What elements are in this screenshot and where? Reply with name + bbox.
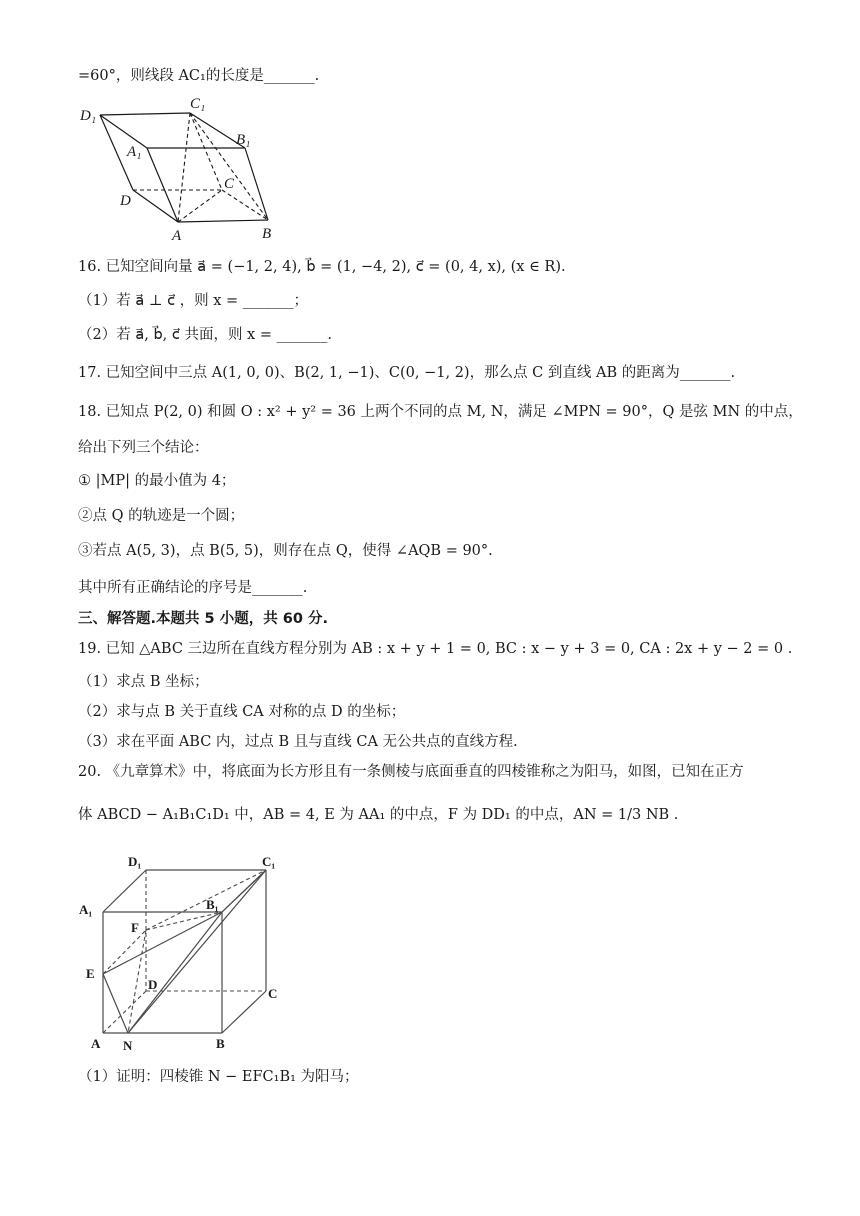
q20-stem: 20. 《九章算术》中，将底面为长方形且有一条侧棱与底面垂直的四棱锥称之为阳马，如图，已知在正方 xyxy=(78,764,744,780)
label-D1: D₁ xyxy=(80,108,97,124)
label-B: B xyxy=(262,226,272,242)
label-E: E xyxy=(86,966,95,981)
q19-stem: 19. 已知 △ABC 三边所在直线方程分别为 AB : x + y + 1 = 0, BC : x − y + 3 = 0, CA : 2x + y − 2 = 0 . xyxy=(78,641,793,657)
label-B1: B₁ xyxy=(206,897,219,912)
q16-stem: 16. 已知空间向量 a⃗ = (−1, 2, 4), b⃗ = (1, −4, 2), c⃗ = (0, 4, x), (x ∈ R). xyxy=(78,259,566,275)
q19-part2: （2）求与点 B 关于直线 CA 对称的点 D 的坐标； xyxy=(78,704,406,720)
q20-part1: （1）证明：四棱锥 N − EFC₁B₁ 为阳马； xyxy=(78,1069,359,1085)
q19-part3: （3）求在平面 ABC 内，过点 B 且与直线 CA 无公共点的直线方程. xyxy=(78,734,518,750)
q18-stem: 18. 已知点 P(2, 0) 和圆 O : x² + y² = 36 上两个不同的点 M, N，满足 ∠MPN = 90°，Q 是弦 MN 的中点， xyxy=(78,404,803,420)
q18-conclusion3: ③若点 A(5, 3)，点 B(5, 5)，则存在点 Q，使得 ∠AQB = 90°. xyxy=(78,543,493,559)
q20-stem2: 体 ABCD − A₁B₁C₁D₁ 中，AB = 4, E 为 AA₁ 的中点，F 为 DD₁ 的中点，AN = 1/3 NB . xyxy=(78,807,679,823)
label-A1: A₁ xyxy=(79,902,93,917)
q17: 17. 已知空间中三点 A(1, 0, 0)、B(2, 1, −1)、C(0, −1, 2)，那么点 C 到直线 AB 的距离为_______. xyxy=(78,365,736,381)
q18-conclusion2: ②点 Q 的轨迹是一个圆； xyxy=(78,508,245,524)
label-D: D xyxy=(120,193,131,209)
q18-conclusion1: ① |MP| 的最小值为 4； xyxy=(78,473,236,489)
label-A: A xyxy=(172,228,182,244)
q16-part1: （1）若 a⃗ ⊥ c⃗ ，则 x = _______； xyxy=(78,293,309,309)
label-C: C xyxy=(224,176,235,192)
label-C: C xyxy=(268,986,278,1001)
q16-part2: （2）若 a⃗, b⃗, c⃗ 共面，则 x = _______. xyxy=(78,327,332,343)
q15-tail-text: =60°，则线段 AC₁的长度是_______. xyxy=(78,68,320,84)
label-B1: B₁ xyxy=(236,132,251,148)
label-D: D xyxy=(148,977,158,992)
label-N: N xyxy=(123,1038,133,1053)
label-F: F xyxy=(131,920,139,935)
q18-end: 其中所有正确结论的序号是_______. xyxy=(78,580,308,596)
q19-part1: （1）求点 B 坐标； xyxy=(78,674,209,690)
section-3-heading: 三、解答题.本题共 5 小题，共 60 分. xyxy=(78,611,328,627)
label-B: B xyxy=(216,1036,225,1051)
q18-stem2: 给出下列三个结论： xyxy=(78,440,209,456)
label-C1: C₁ xyxy=(262,854,276,869)
label-C1: C₁ xyxy=(190,96,206,112)
label-A1: A₁ xyxy=(127,144,142,160)
label-D1: D₁ xyxy=(128,854,142,869)
label-A: A xyxy=(91,1036,101,1051)
